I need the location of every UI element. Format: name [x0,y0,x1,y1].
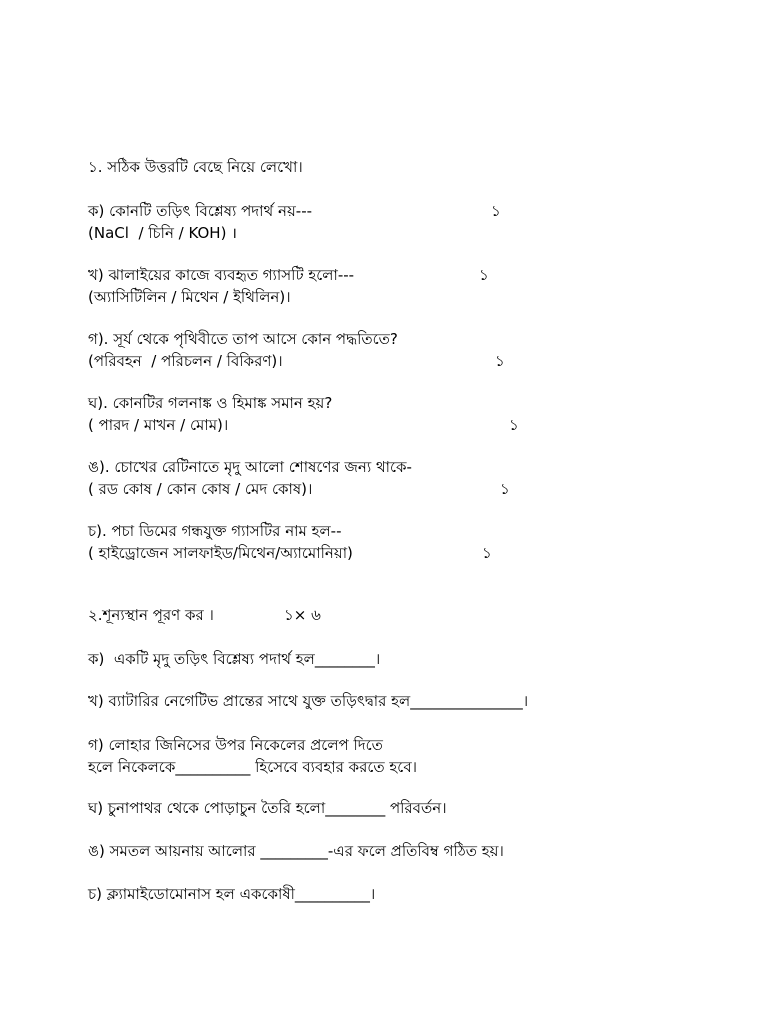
fill-blank-b: খ) ব্যাটারির নেগেটিভ প্রান্তের সাথে যুক্ত তড়িৎদ্বার হল_______________। [88,692,529,710]
q1-e-text: ঙ). চোখের রেটিনাতে মৃদু আলো শোষণের জন্য থাকে- [88,458,412,476]
q1-a-options: (NaCl / চিনি / KOH) । [88,224,237,242]
q1-f-mark: ১ [482,544,492,562]
q1-b-text: খ) ঝালাইয়ের কাজে ব্যবহৃত গ্যাসটি হলো--- [88,266,355,284]
fill-blank-a: ক) একটি মৃদু তড়িৎ বিশ্লেষ্য পদার্থ হল________। [88,650,381,668]
fill-blank-f: চ) ক্ল্যামাইডোমোনাস হল এককোষী__________। [88,885,376,903]
q1-d-mark: ১ [509,416,519,434]
fill-blank-c-line2: হলে নিকেলকে__________ হিসেবে ব্যবহার করতে হবে। [88,758,418,776]
fill-blank-c-line1: গ) লোহার জিনিসের উপর নিকেলের প্রলেপ দিতে [88,736,383,754]
q1-c-text: গ). সূর্য থেকে পৃথিবীতে তাপ আসে কোন পদ্ধতিতে? [88,330,398,348]
q1-f-text: চ). পচা ডিমের গন্ধযুক্ত গ্যাসটির নাম হল-- [88,522,342,540]
q1-c-options: (পরিবহন / পরিচলন / বিকিরণ)। [88,352,283,370]
q1-c-mark: ১ [495,352,505,370]
q1-f-options: ( হাইড্রোজেন সালফাইড/মিথেন/অ্যামোনিয়া) [88,544,353,562]
section2-marks: ১× ৬ [284,606,321,624]
q1-e-options: ( রড কোষ / কোন কোষ / মেদ কোষ)। [88,480,313,498]
q1-a-text: ক) কোনটি তড়িৎ বিশ্লেষ্য পদার্থ নয়--- [88,202,313,220]
fill-blank-e: ঙ) সমতল আয়নায় আলোর _________-এর ফলে প্রতিবিম্ব গঠিত হয়। [88,842,504,860]
q1-d-options: ( পারদ / মাখন / মোম)। [88,416,229,434]
q1-b-mark: ১ [479,266,489,284]
q1-d-text: ঘ). কোনটির গলনাঙ্ক ও হিমাঙ্ক সমান হয়? [88,394,333,412]
fill-blank-d: ঘ) চুনাপাথর থেকে পোড়াচুন তৈরি হলো________ পরিবর্তন। [88,799,447,817]
section2-heading: ২.শূন্যস্থান পূরণ কর । [88,606,214,624]
q1-a-mark: ১ [491,202,501,220]
q1-b-options: (অ্যাসিটিলিন / মিথেন / ইথিলিন)। [88,288,291,306]
section1-heading: ১. সঠিক উত্তরটি বেছে নিয়ে লেখো। [88,158,303,176]
q1-e-mark: ১ [500,480,510,498]
